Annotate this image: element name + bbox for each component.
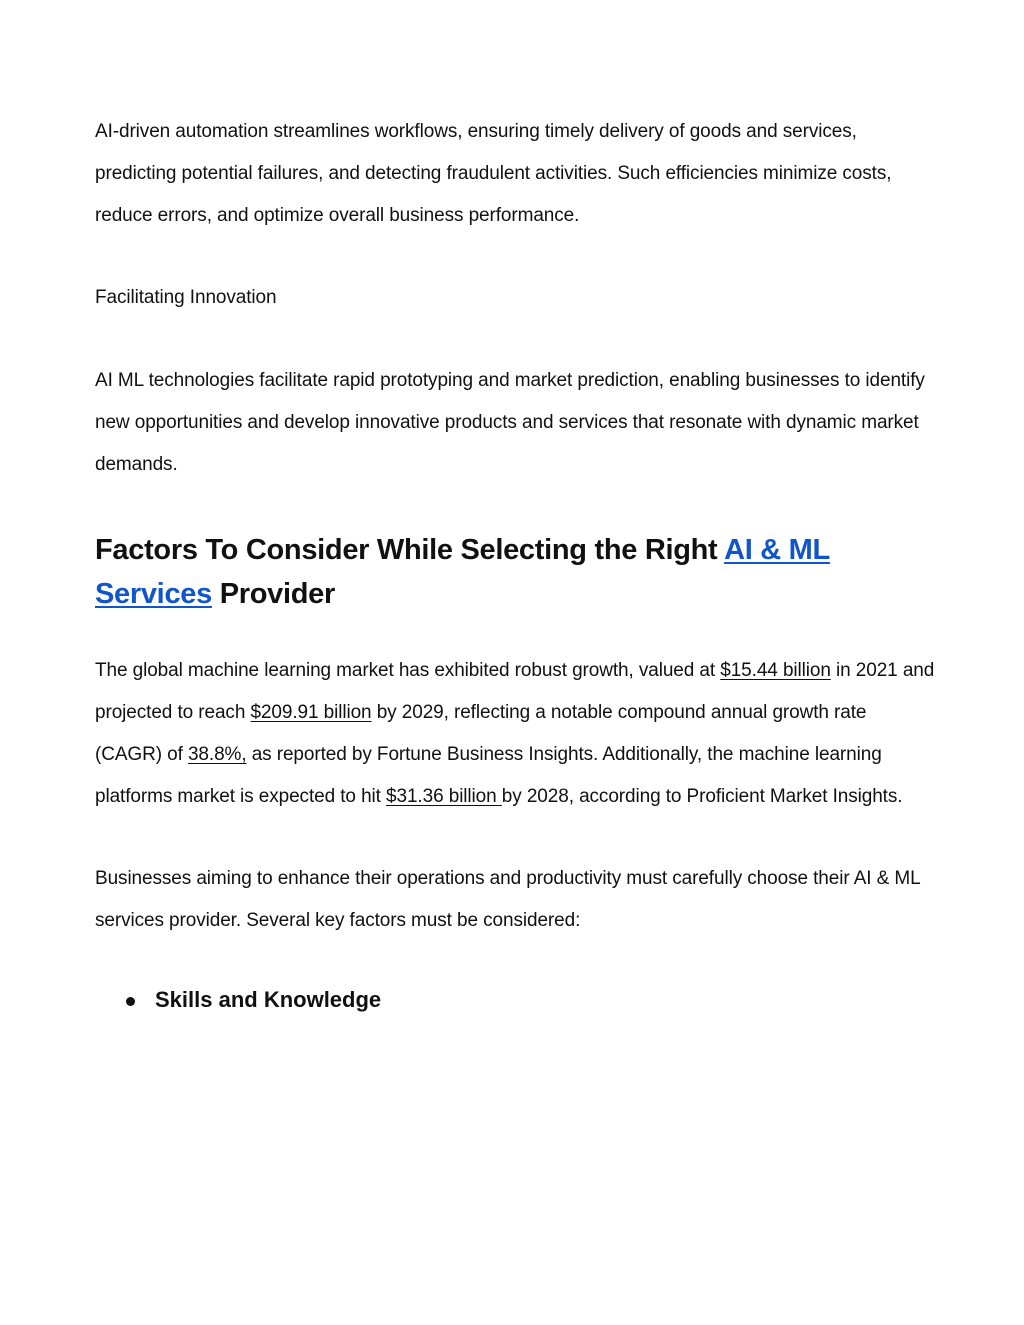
bullet-dot-icon xyxy=(126,997,135,1006)
paragraph-market-growth xyxy=(95,650,935,818)
market-text-4: as reported by Fortune Business Insights. Additionally, the machine learning platforms market is expected to hit xyxy=(95,744,882,807)
market-text-1: The global machine learning market has exhibited robust growth, valued at xyxy=(95,660,721,681)
paragraph-innovation: AI ML technologies facilitate rapid prototyping and market prediction, enabling businesses to identify new opportunities and develop innovative products and services that resonate with dynamic market demands. xyxy=(95,370,925,475)
link-31-36-billion[interactable]: $31.36 billion xyxy=(386,786,502,807)
market-text-3: by 2029, reflecting a notable compound annual growth rate (CAGR) of xyxy=(95,702,867,765)
heading-prefix: Factors To Consider While Selecting the Right xyxy=(95,534,725,566)
link-15-44-billion[interactable]: $15.44 billion xyxy=(720,660,831,681)
market-text-2: in 2021 and projected to reach xyxy=(95,660,935,723)
paragraph-automation: AI-driven automation streamlines workflows, ensuring timely delivery of goods and services, predicting potential failures, and detecting fraudulent activities. Such efficiencies minimize costs, reduce errors, and optimize overall business performance. xyxy=(95,121,892,226)
section-heading xyxy=(95,528,935,616)
market-text-5: by 2028, according to Proficient Market Insights. xyxy=(501,786,903,807)
link-209-91-billion[interactable]: $209.91 billion xyxy=(250,702,372,723)
factors-list xyxy=(95,984,935,1016)
document-page xyxy=(95,111,935,1016)
heading-suffix: Provider xyxy=(211,578,335,610)
ai-ml-services-link[interactable]: AI & ML Services xyxy=(95,534,830,610)
subheading-facilitating-innovation: Facilitating Innovation xyxy=(95,287,277,308)
list-item-skills-knowledge xyxy=(95,984,935,1016)
list-item-label: Skills and Knowledge xyxy=(155,987,382,1012)
link-38-8-percent[interactable]: 38.8%, xyxy=(187,744,247,765)
paragraph-choose-provider: Businesses aiming to enhance their operations and productivity must carefully choose their AI & ML services provider. Several key factors must be considered: xyxy=(95,868,920,931)
